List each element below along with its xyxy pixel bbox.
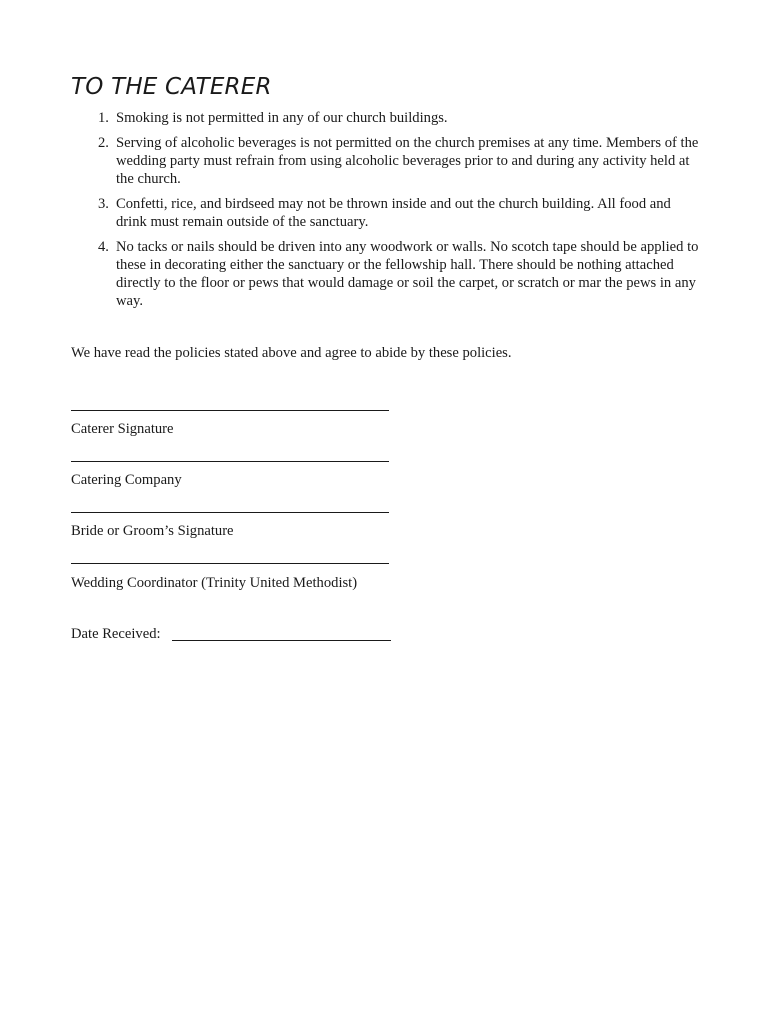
caterer-signature-label: Caterer Signature bbox=[71, 421, 174, 437]
policy-number: 2. bbox=[98, 135, 109, 151]
catering-company-line[interactable] bbox=[71, 461, 389, 462]
policy-number: 1. bbox=[98, 110, 109, 126]
policy-text: No tacks or nails should be driven into any woodwork or walls. No scotch tape should be applied to these in decorating either the sanctuary or the fellowship hall. There should be nothing attached directly to the floor or pews that would damage or soil the carpet, or scratch or mar the pews in any way. bbox=[116, 239, 699, 309]
policy-text: Confetti, rice, and birdseed may not be thrown inside and out the church building. All food and drink must remain outside of the sanctuary. bbox=[116, 196, 671, 230]
policy-item bbox=[98, 238, 703, 310]
coordinator-signature-line[interactable] bbox=[71, 563, 389, 564]
policy-number: 3. bbox=[98, 196, 109, 212]
policy-item bbox=[98, 195, 703, 231]
date-received-line[interactable] bbox=[172, 640, 391, 641]
coordinator-signature-label: Wedding Coordinator (Trinity United Methodist) bbox=[71, 575, 358, 591]
policy-item bbox=[98, 134, 703, 188]
policy-number: 4. bbox=[98, 239, 109, 255]
catering-company-label: Catering Company bbox=[71, 472, 182, 488]
bride-groom-signature-label: Bride or Groom’s Signature bbox=[71, 523, 234, 539]
policy-text: Smoking is not permitted in any of our church buildings. bbox=[116, 110, 448, 126]
policy-list bbox=[98, 109, 703, 317]
date-received-label: Date Received: bbox=[71, 626, 161, 642]
policy-item bbox=[98, 109, 703, 127]
page-title: TO THE CATERER bbox=[71, 74, 272, 100]
bride-groom-signature-line[interactable] bbox=[71, 512, 389, 513]
policy-text: Serving of alcoholic beverages is not permitted on the church premises at any time. Members of the wedding party must refrain from using alcoholic beverages prior to and during any activity held at the church. bbox=[116, 135, 699, 187]
agreement-statement: We have read the policies stated above and agree to abide by these policies. bbox=[71, 345, 512, 361]
caterer-signature-line[interactable] bbox=[71, 410, 389, 411]
